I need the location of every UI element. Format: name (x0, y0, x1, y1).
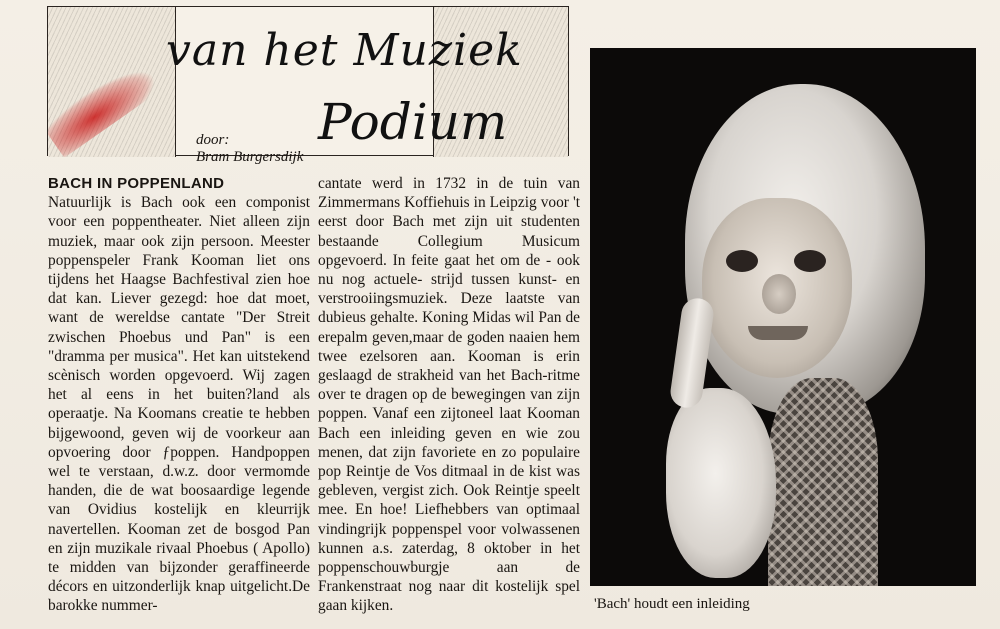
puppet-mouth (748, 326, 808, 340)
article-text-column-1: Natuurlijk is Bach ook een componist voor een poppentheater. Niet alleen zijn muziek, maar ook zijn persoon. Meester poppenspeler Frank Kooman liet ons tijdens het Haagse Bachfestival zien hoe dat kan. Liever gezegd: hoe dat moet, want de wereldse cantate "Der Streit zwischen Phoebus und Pan" is een "dramma per musica". Het kan uitstekend scènisch worden opgevoerd. Wij zagen het al eens in het buiten?land als operaatje. Na Koomans creatie te hebben bijgewoond, geven wij de voorkeur aan opvoering door ƒpoppen. Handpoppen wel te verstaan, d.w.z. door vermomde handen, die de wat boosaardige legende van Ovidius kostelijk en kleurrijk navertellen. Kooman zet de bosgod Pan en zijn muzikale rivaal Phoebus ( Apollo) te midden van bijzonder geraffineerde décors en uitzonderlijk knap uitgelicht.De barokke nummer- (48, 194, 310, 615)
puppet-face (702, 198, 852, 378)
article-headline: BACH IN POPPENLAND (48, 175, 225, 192)
puppet-nose (762, 274, 796, 314)
red-ink-mark (48, 56, 163, 157)
puppet-eye-right (794, 250, 826, 272)
byline-author: Bram Burgersdijk (196, 149, 304, 165)
byline-label: door: (196, 132, 230, 148)
article-text-column-2: cantate werd in 1732 in de tuin van Zimmermans Koffiehuis in Leipzig voor 't eerst door Bach met zijn uit studenten bestaande Collegium Musicum opgevoerd. In feite gaat het om de - ook nu nog actuele- strijd tussen kunst- en verstrooiingsmuziek. Deze laatste van dubieus gehalte. Koning Midas wil Pan de erepalm geven,maar de goden naaien hem twee ezelsoren aan. Kooman is erin geslaagd de strakheid van het Bach-ritme over te dragen op de bewegingen van zijn poppen. Vanaf een zijtoneel laat Kooman Bach een inleiding geven en wie zou menen, dat zijn favoriete en zo populaire pop Reintje de Vos ditmaal in de kist was gebleven, vergist zich. Ook Reintje speelt mee. En hoe! Liefhebbers van optimaal vindingrijk poppenspel voor volwassenen kunnen a.s. zaterdag, 8 oktober in het poppenschouwburgje aan de Frankenstraat nog naar dit kostelijk spel gaan kijken. (318, 175, 580, 615)
puppet-photo (590, 48, 976, 586)
engraving-musicians-left (48, 7, 176, 157)
puppet-lace-jabot (768, 378, 878, 586)
byline (196, 132, 303, 166)
column-header-banner (47, 6, 569, 156)
photo-caption: 'Bach' houdt een inleiding (594, 596, 750, 612)
article-column-1 (48, 174, 310, 616)
banner-title-line2: Podium (318, 93, 508, 151)
puppet-eye-left (726, 250, 758, 272)
puppet-hand (666, 388, 776, 578)
banner-title-line1: van het Muziek (166, 25, 523, 76)
article-column-2 (318, 174, 580, 616)
